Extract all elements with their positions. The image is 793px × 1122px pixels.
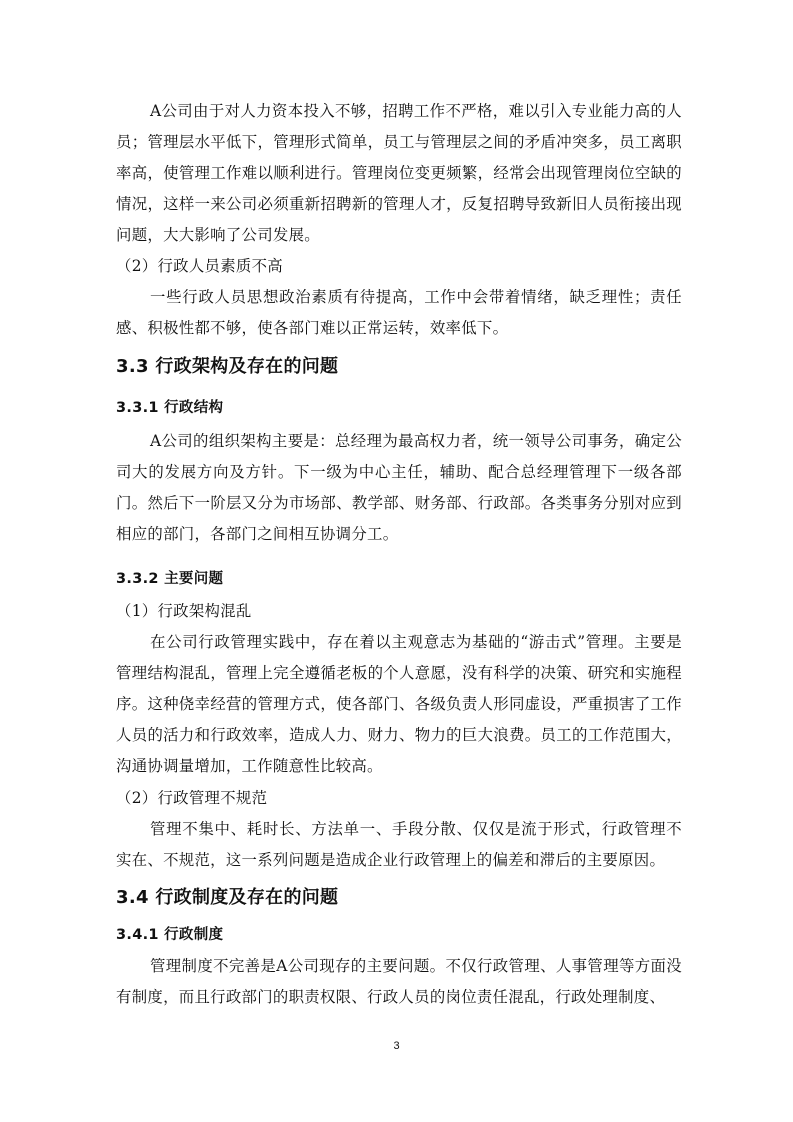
subheading-staff-quality: （2）行政人员素质不高 xyxy=(116,257,283,275)
section-heading-3-3-2: 3.3.2 主要问题 xyxy=(116,571,224,587)
section-heading-3-3-1: 3.3.1 行政结构 xyxy=(116,400,224,416)
page-number: 3 xyxy=(393,1040,400,1052)
section-heading-3-4-1: 3.4.1 行政制度 xyxy=(116,927,224,943)
paragraph-hiring-issues: A公司由于对人力资本投入不够，招聘工作不严格，难以引入专业能力高的人员；管理层水平低下，管理形式简单，员工与管理层之间的矛盾冲突多，员工离职率高，使管理工作难以顺利进行。管理岗位变更频繁，经常会出现管理岗位空缺的情况，这样一来公司必须重新招聘新的管理人才，反复招聘导致新旧人员衔接出现问题，大大影响了公司发展。 xyxy=(116,102,682,244)
paragraph-staff-quality: 一些行政人员思想政治素质有待提高，工作中会带着情绪，缺乏理性；责任感、积极性都不够，使各部门难以正常运转，效率低下。 xyxy=(116,288,682,337)
paragraph-irregular-management: 管理不集中、耗时长、方法单一、手段分散、仅仅是流于形式，行政管理不实在、不规范，这一系列问题是造成企业行政管理上的偏差和滞后的主要原因。 xyxy=(116,820,682,869)
subheading-structure-chaos: （1）行政架构混乱 xyxy=(116,602,252,620)
paragraph-admin-system: 管理制度不完善是A公司现存的主要问题。不仅行政管理、人事管理等方面没有制度，而且行政部门的职责权限、行政人员的岗位责任混乱，行政处理制度、 xyxy=(116,957,682,1006)
section-heading-3-3: 3.3 行政架构及存在的问题 xyxy=(116,356,339,377)
subheading-irregular-management: （2）行政管理不规范 xyxy=(116,789,268,807)
section-heading-3-4: 3.4 行政制度及存在的问题 xyxy=(116,887,339,908)
paragraph-structure-chaos: 在公司行政管理实践中，存在着以主观意志为基础的“游击式”管理。主要是管理结构混乱，管理上完全遵循老板的个人意愿，没有科学的决策、研究和实施程序。这种侥幸经营的管理方式，使各部门、各级负责人形同虚设，严重损害了工作人员的活力和行政效率，造成人力、财力、物力的巨大浪费。员工的工作范围大，沟通协调量增加，工作随意性比较高。 xyxy=(116,633,682,775)
paragraph-org-structure: A公司的组织架构主要是：总经理为最高权力者，统一领导公司事务，确定公司大的发展方向及方针。下一级为中心主任，辅助、配合总经理管理下一级各部门。然后下一阶层又分为市场部、教学部、财务部、行政部。各类事务分别对应到相应的部门，各部门之间相互协调分工。 xyxy=(116,432,682,543)
